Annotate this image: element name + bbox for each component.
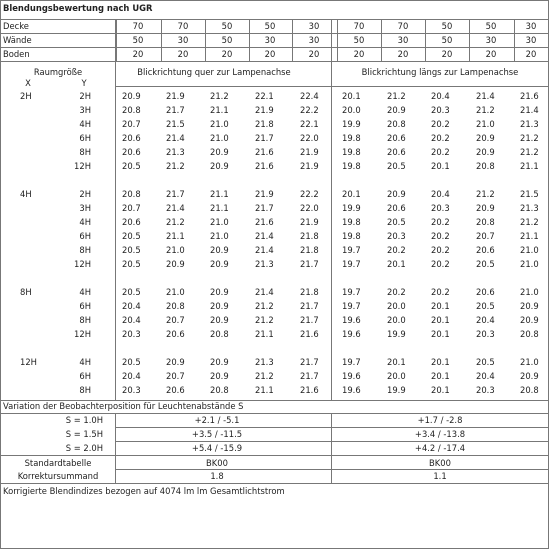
grid-vline: [292, 19, 293, 61]
ugr-value-quer: 20.5: [122, 357, 141, 367]
reflectance-value: 50: [264, 21, 276, 31]
reflectance-value: 50: [132, 35, 144, 45]
ugr-value-quer: 22.2: [300, 105, 319, 115]
variation-label-3: S = 2.0H: [65, 443, 103, 453]
ugr-value-quer: 20.4: [122, 301, 141, 311]
ugr-value-laengs: 19.7: [342, 357, 361, 367]
ugr-value-quer: 20.3: [122, 385, 141, 395]
ugr-value-quer: 21.9: [300, 161, 319, 171]
ugr-value-quer: 20.8: [122, 189, 141, 199]
header-quer: Blickrichtung quer zur Lampenachse: [137, 67, 291, 77]
ugr-value-quer: 21.3: [255, 259, 274, 269]
reflectance-value: 20: [308, 49, 320, 59]
ugr-value-laengs: 20.5: [387, 217, 406, 227]
ugr-value-quer: 21.6: [300, 385, 319, 395]
ugr-value-laengs: 19.6: [342, 371, 361, 381]
ugr-value-laengs: 20.9: [476, 133, 495, 143]
ugr-value-quer: 21.6: [255, 161, 274, 171]
ugr-value-quer: 21.0: [210, 133, 229, 143]
ugr-value-quer: 20.9: [210, 357, 229, 367]
reflectance-value: 70: [397, 21, 409, 31]
ugr-value-quer: 21.6: [300, 329, 319, 339]
reflectance-value: 50: [221, 21, 233, 31]
ugr-value-laengs: 20.2: [431, 245, 450, 255]
reflectance-value: 20: [132, 49, 144, 59]
ugr-value-laengs: 20.9: [520, 315, 539, 325]
grid-vline: [337, 19, 338, 61]
korrektur-laengs: 1.1: [433, 471, 447, 481]
room-y-label: 6H: [79, 133, 91, 143]
ugr-value-laengs: 20.1: [387, 357, 406, 367]
variation-quer-2: +3.5 / -11.5: [191, 429, 243, 439]
ugr-value-laengs: 21.2: [520, 147, 539, 157]
ugr-value-quer: 21.4: [166, 203, 185, 213]
ugr-value-quer: 21.2: [210, 91, 229, 101]
ugr-value-quer: 21.9: [300, 147, 319, 157]
ugr-value-quer: 20.5: [122, 259, 141, 269]
ugr-value-quer: 20.9: [210, 371, 229, 381]
ugr-value-quer: 20.9: [166, 357, 185, 367]
ugr-value-quer: 21.8: [300, 245, 319, 255]
grid-vline: [116, 19, 117, 61]
ugr-value-quer: 21.0: [210, 119, 229, 129]
standard-laengs: BK00: [429, 458, 451, 468]
grid-hline: [1, 61, 548, 62]
ugr-value-quer: 21.0: [210, 231, 229, 241]
ugr-value-quer: 21.1: [255, 329, 274, 339]
ugr-value-quer: 21.7: [255, 203, 274, 213]
ugr-value-laengs: 20.9: [520, 301, 539, 311]
variation-laengs-2: +3.4 / -13.8: [414, 429, 466, 439]
ugr-value-quer: 21.7: [300, 315, 319, 325]
ugr-value-laengs: 19.9: [387, 329, 406, 339]
header-x: X: [25, 78, 31, 88]
ugr-value-quer: 20.5: [122, 161, 141, 171]
ugr-value-quer: 21.1: [210, 189, 229, 199]
ugr-value-quer: 20.7: [122, 119, 141, 129]
variation-laengs-3: +4.2 / -17.4: [414, 443, 466, 453]
ugr-value-quer: 21.3: [166, 147, 185, 157]
reflectance-value: 20: [441, 49, 453, 59]
ugr-value-laengs: 20.9: [387, 189, 406, 199]
ugr-value-quer: 21.7: [300, 301, 319, 311]
ugr-value-laengs: 20.8: [476, 217, 495, 227]
ugr-value-laengs: 20.1: [342, 189, 361, 199]
korrektur-label: Korrektursummand: [17, 471, 99, 481]
ugr-value-laengs: 20.9: [387, 105, 406, 115]
ugr-value-quer: 20.4: [122, 371, 141, 381]
ugr-value-quer: 20.6: [122, 147, 141, 157]
ugr-value-laengs: 20.2: [431, 287, 450, 297]
ugr-value-laengs: 21.2: [476, 189, 495, 199]
ugr-value-quer: 21.6: [255, 147, 274, 157]
ugr-value-laengs: 20.8: [520, 385, 539, 395]
ugr-value-laengs: 21.3: [520, 119, 539, 129]
ugr-value-laengs: 20.9: [520, 371, 539, 381]
grid-vline: [381, 19, 382, 61]
grid-vline: [469, 19, 470, 61]
ugr-value-laengs: 21.4: [476, 91, 495, 101]
variation-title: Variation der Beobachterposition für Leuchtenabstände S: [3, 401, 244, 411]
ugr-value-quer: 21.2: [166, 161, 185, 171]
korrektur-quer: 1.8: [210, 471, 224, 481]
ugr-value-laengs: 20.4: [476, 371, 495, 381]
ugr-value-quer: 21.5: [166, 119, 185, 129]
grid-vline: [331, 19, 332, 400]
ugr-value-laengs: 20.1: [431, 301, 450, 311]
reflectance-value: 50: [353, 35, 365, 45]
ugr-value-quer: 22.2: [300, 189, 319, 199]
ugr-value-quer: 21.2: [255, 301, 274, 311]
ugr-value-laengs: 20.8: [520, 329, 539, 339]
ugr-value-laengs: 20.3: [431, 203, 450, 213]
ugr-value-quer: 21.7: [300, 371, 319, 381]
room-y-label: 4H: [79, 217, 91, 227]
ugr-value-laengs: 19.7: [342, 287, 361, 297]
ugr-value-quer: 20.5: [122, 287, 141, 297]
ugr-value-laengs: 21.2: [520, 217, 539, 227]
room-y-label: 8H: [79, 385, 91, 395]
grid-hline: [1, 19, 548, 20]
ugr-value-laengs: 20.0: [342, 105, 361, 115]
reflectance-value: 30: [485, 35, 497, 45]
ugr-value-quer: 20.9: [210, 287, 229, 297]
ugr-value-laengs: 20.6: [387, 133, 406, 143]
ugr-value-quer: 21.1: [255, 385, 274, 395]
room-y-label: 4H: [79, 119, 91, 129]
ugr-value-quer: 20.9: [122, 91, 141, 101]
grid-vline: [115, 413, 116, 483]
ugr-value-quer: 22.1: [300, 119, 319, 129]
ugr-value-laengs: 20.9: [476, 147, 495, 157]
room-y-label: 8H: [79, 147, 91, 157]
ugr-value-quer: 21.0: [166, 245, 185, 255]
variation-label-2: S = 1.5H: [65, 429, 103, 439]
ugr-value-quer: 20.9: [210, 161, 229, 171]
ugr-value-quer: 22.1: [255, 91, 274, 101]
ugr-value-quer: 21.1: [210, 105, 229, 115]
ugr-value-quer: 20.9: [210, 301, 229, 311]
reflectance-value: 20: [525, 49, 537, 59]
room-y-label: 3H: [79, 203, 91, 213]
ugr-value-quer: 21.4: [255, 231, 274, 241]
ugr-value-quer: 21.9: [255, 189, 274, 199]
ugr-value-laengs: 20.4: [476, 315, 495, 325]
ugr-value-laengs: 20.1: [431, 357, 450, 367]
room-y-label: 12H: [74, 259, 91, 269]
ugr-value-quer: 20.9: [210, 147, 229, 157]
room-x-label: 2H: [20, 91, 32, 101]
ugr-value-quer: 20.9: [210, 245, 229, 255]
standard-quer: BK00: [206, 458, 228, 468]
table-title: Blendungsbewertung nach UGR: [3, 3, 153, 13]
ugr-value-quer: 21.9: [255, 105, 274, 115]
ugr-value-quer: 21.4: [166, 133, 185, 143]
ugr-value-quer: 21.0: [166, 287, 185, 297]
ugr-value-laengs: 20.1: [431, 315, 450, 325]
ugr-value-laengs: 21.0: [520, 357, 539, 367]
header-laengs: Blickrichtung längs zur Lampenachse: [361, 67, 519, 77]
ugr-value-quer: 20.8: [210, 329, 229, 339]
reflectance-value: 30: [308, 21, 320, 31]
ugr-value-laengs: 20.8: [476, 161, 495, 171]
ugr-value-laengs: 20.3: [476, 385, 495, 395]
room-y-label: 8H: [79, 245, 91, 255]
ugr-value-laengs: 20.2: [431, 119, 450, 129]
reflectance-value: 20: [264, 49, 276, 59]
reflectance-value: 20: [353, 49, 365, 59]
ugr-value-laengs: 20.2: [387, 245, 406, 255]
ugr-value-laengs: 20.1: [431, 385, 450, 395]
ugr-value-quer: 21.2: [166, 217, 185, 227]
ugr-value-laengs: 19.7: [342, 301, 361, 311]
ugr-value-laengs: 21.0: [476, 119, 495, 129]
ugr-value-laengs: 20.1: [431, 329, 450, 339]
ugr-value-laengs: 20.1: [387, 259, 406, 269]
room-y-label: 4H: [79, 357, 91, 367]
ugr-value-quer: 21.1: [210, 203, 229, 213]
ugr-value-laengs: 20.8: [387, 119, 406, 129]
ugr-value-laengs: 20.0: [387, 301, 406, 311]
grid-vline: [161, 19, 162, 61]
ugr-value-quer: 20.7: [122, 203, 141, 213]
variation-quer-1: +2.1 / -5.1: [194, 415, 240, 425]
ugr-value-laengs: 19.6: [342, 329, 361, 339]
ugr-value-quer: 20.7: [166, 315, 185, 325]
variation-laengs-1: +1.7 / -2.8: [417, 415, 463, 425]
header-raumgroesse: Raumgröße: [33, 67, 83, 77]
ugr-value-laengs: 20.5: [387, 161, 406, 171]
variation-label-1: S = 1.0H: [65, 415, 103, 425]
ugr-value-laengs: 20.4: [431, 189, 450, 199]
ugr-value-laengs: 20.6: [476, 245, 495, 255]
reflectance-value: 20: [485, 49, 497, 59]
ugr-value-quer: 20.6: [166, 329, 185, 339]
ugr-value-laengs: 20.6: [387, 203, 406, 213]
ugr-value-quer: 21.7: [300, 357, 319, 367]
ugr-value-laengs: 20.5: [476, 259, 495, 269]
ugr-value-quer: 20.6: [122, 217, 141, 227]
ugr-value-laengs: 20.1: [431, 371, 450, 381]
ugr-value-quer: 20.5: [122, 231, 141, 241]
ugr-value-laengs: 19.9: [342, 203, 361, 213]
ugr-value-quer: 20.6: [166, 385, 185, 395]
ugr-value-quer: 21.0: [210, 217, 229, 227]
reflectance-value: 30: [525, 35, 537, 45]
ugr-value-quer: 20.9: [166, 259, 185, 269]
reflectance-value: 50: [221, 35, 233, 45]
ugr-value-quer: 21.9: [166, 91, 185, 101]
ugr-value-quer: 20.8: [210, 385, 229, 395]
ugr-value-quer: 21.2: [255, 315, 274, 325]
ugr-value-quer: 21.8: [300, 287, 319, 297]
footnote: Korrigierte Blendindizes bezogen auf 4074 lm lm Gesamtlichtstrom: [3, 486, 285, 496]
room-x-label: 4H: [20, 189, 32, 199]
ugr-value-laengs: 21.2: [476, 105, 495, 115]
room-y-label: 2H: [79, 91, 91, 101]
ugr-value-quer: 21.3: [255, 357, 274, 367]
reflectance-value: 70: [177, 21, 189, 31]
ugr-value-laengs: 21.4: [520, 105, 539, 115]
ugr-value-quer: 20.6: [122, 133, 141, 143]
reflectance-label: Decke: [3, 21, 29, 31]
ugr-value-quer: 22.0: [300, 133, 319, 143]
ugr-value-quer: 20.9: [210, 259, 229, 269]
ugr-value-laengs: 21.5: [520, 189, 539, 199]
grid-vline: [115, 19, 116, 400]
ugr-value-laengs: 21.0: [520, 245, 539, 255]
ugr-value-laengs: 20.2: [431, 217, 450, 227]
ugr-value-laengs: 20.9: [476, 203, 495, 213]
ugr-value-laengs: 21.1: [520, 161, 539, 171]
ugr-value-laengs: 19.9: [387, 385, 406, 395]
ugr-value-quer: 21.6: [255, 217, 274, 227]
grid-hline: [1, 413, 548, 414]
grid-hline: [1, 483, 548, 484]
reflectance-value: 30: [525, 21, 537, 31]
ugr-value-laengs: 19.7: [342, 259, 361, 269]
ugr-value-laengs: 19.8: [342, 231, 361, 241]
header-y: Y: [81, 78, 87, 88]
ugr-value-laengs: 20.2: [431, 231, 450, 241]
variation-quer-3: +5.4 / -15.9: [191, 443, 243, 453]
ugr-value-laengs: 21.6: [520, 91, 539, 101]
ugr-value-quer: 21.7: [300, 259, 319, 269]
ugr-value-laengs: 20.5: [476, 301, 495, 311]
standard-label: Standardtabelle: [24, 458, 92, 468]
ugr-value-laengs: 19.8: [342, 161, 361, 171]
ugr-value-quer: 20.8: [122, 105, 141, 115]
room-x-label: 8H: [20, 287, 32, 297]
ugr-value-quer: 20.8: [166, 301, 185, 311]
ugr-value-laengs: 20.0: [387, 371, 406, 381]
room-y-label: 12H: [74, 329, 91, 339]
ugr-value-laengs: 20.1: [431, 161, 450, 171]
ugr-value-laengs: 19.8: [342, 133, 361, 143]
reflectance-value: 30: [397, 35, 409, 45]
grid-vline: [514, 19, 515, 61]
ugr-value-laengs: 19.6: [342, 315, 361, 325]
ugr-value-quer: 21.4: [255, 287, 274, 297]
ugr-value-quer: 21.7: [255, 133, 274, 143]
room-y-label: 8H: [79, 315, 91, 325]
grid-vline: [249, 19, 250, 61]
reflectance-value: 70: [353, 21, 365, 31]
room-y-label: 12H: [74, 161, 91, 171]
ugr-value-laengs: 20.6: [476, 287, 495, 297]
ugr-value-quer: 21.7: [166, 105, 185, 115]
reflectance-value: 20: [177, 49, 189, 59]
reflectance-value: 20: [221, 49, 233, 59]
ugr-value-laengs: 20.7: [476, 231, 495, 241]
reflectance-value: 30: [264, 35, 276, 45]
reflectance-value: 50: [485, 21, 497, 31]
ugr-value-laengs: 21.0: [520, 287, 539, 297]
reflectance-value: 50: [441, 35, 453, 45]
room-y-label: 6H: [79, 301, 91, 311]
ugr-value-laengs: 21.1: [520, 231, 539, 241]
ugr-value-laengs: 20.4: [431, 91, 450, 101]
ugr-value-laengs: 20.1: [342, 91, 361, 101]
room-y-label: 3H: [79, 105, 91, 115]
ugr-value-laengs: 20.3: [476, 329, 495, 339]
ugr-value-laengs: 20.2: [387, 287, 406, 297]
ugr-value-quer: 21.8: [255, 119, 274, 129]
ugr-value-laengs: 19.8: [342, 217, 361, 227]
ugr-value-quer: 21.4: [255, 245, 274, 255]
ugr-value-quer: 21.9: [300, 217, 319, 227]
grid-vline: [331, 413, 332, 483]
ugr-value-laengs: 21.2: [520, 133, 539, 143]
grid-vline: [425, 19, 426, 61]
ugr-value-quer: 20.9: [210, 315, 229, 325]
room-x-label: 12H: [20, 357, 37, 367]
ugr-value-laengs: 20.3: [387, 231, 406, 241]
ugr-value-laengs: 20.6: [387, 147, 406, 157]
ugr-value-laengs: 19.8: [342, 147, 361, 157]
ugr-value-laengs: 19.6: [342, 385, 361, 395]
ugr-value-laengs: 19.9: [342, 119, 361, 129]
ugr-value-quer: 20.4: [122, 315, 141, 325]
room-y-label: 2H: [79, 189, 91, 199]
ugr-value-laengs: 20.5: [476, 357, 495, 367]
ugr-value-quer: 20.3: [122, 329, 141, 339]
room-y-label: 6H: [79, 371, 91, 381]
ugr-value-laengs: 21.2: [387, 91, 406, 101]
reflectance-value: 70: [132, 21, 144, 31]
reflectance-value: 20: [397, 49, 409, 59]
room-y-label: 6H: [79, 231, 91, 241]
grid-hline: [1, 455, 548, 456]
reflectance-label: Wände: [3, 35, 32, 45]
grid-hline: [1, 33, 548, 34]
ugr-value-quer: 21.2: [255, 371, 274, 381]
ugr-value-laengs: 20.2: [431, 259, 450, 269]
ugr-value-laengs: 19.7: [342, 245, 361, 255]
reflectance-value: 30: [177, 35, 189, 45]
reflectance-value: 30: [308, 35, 320, 45]
ugr-value-quer: 22.0: [300, 203, 319, 213]
grid-hline: [1, 47, 548, 48]
ugr-value-quer: 21.7: [166, 189, 185, 199]
ugr-value-quer: 20.7: [166, 371, 185, 381]
reflectance-label: Boden: [3, 49, 30, 59]
grid-vline: [205, 19, 206, 61]
ugr-value-laengs: 21.3: [520, 203, 539, 213]
ugr-value-quer: 21.8: [300, 231, 319, 241]
ugr-value-laengs: 21.0: [520, 259, 539, 269]
room-y-label: 4H: [79, 287, 91, 297]
ugr-value-laengs: 20.0: [387, 315, 406, 325]
ugr-value-quer: 21.1: [166, 231, 185, 241]
ugr-value-quer: 20.5: [122, 245, 141, 255]
ugr-value-laengs: 20.2: [431, 133, 450, 143]
ugr-value-laengs: 20.3: [431, 105, 450, 115]
ugr-value-quer: 22.4: [300, 91, 319, 101]
ugr-value-laengs: 20.2: [431, 147, 450, 157]
reflectance-value: 50: [441, 21, 453, 31]
